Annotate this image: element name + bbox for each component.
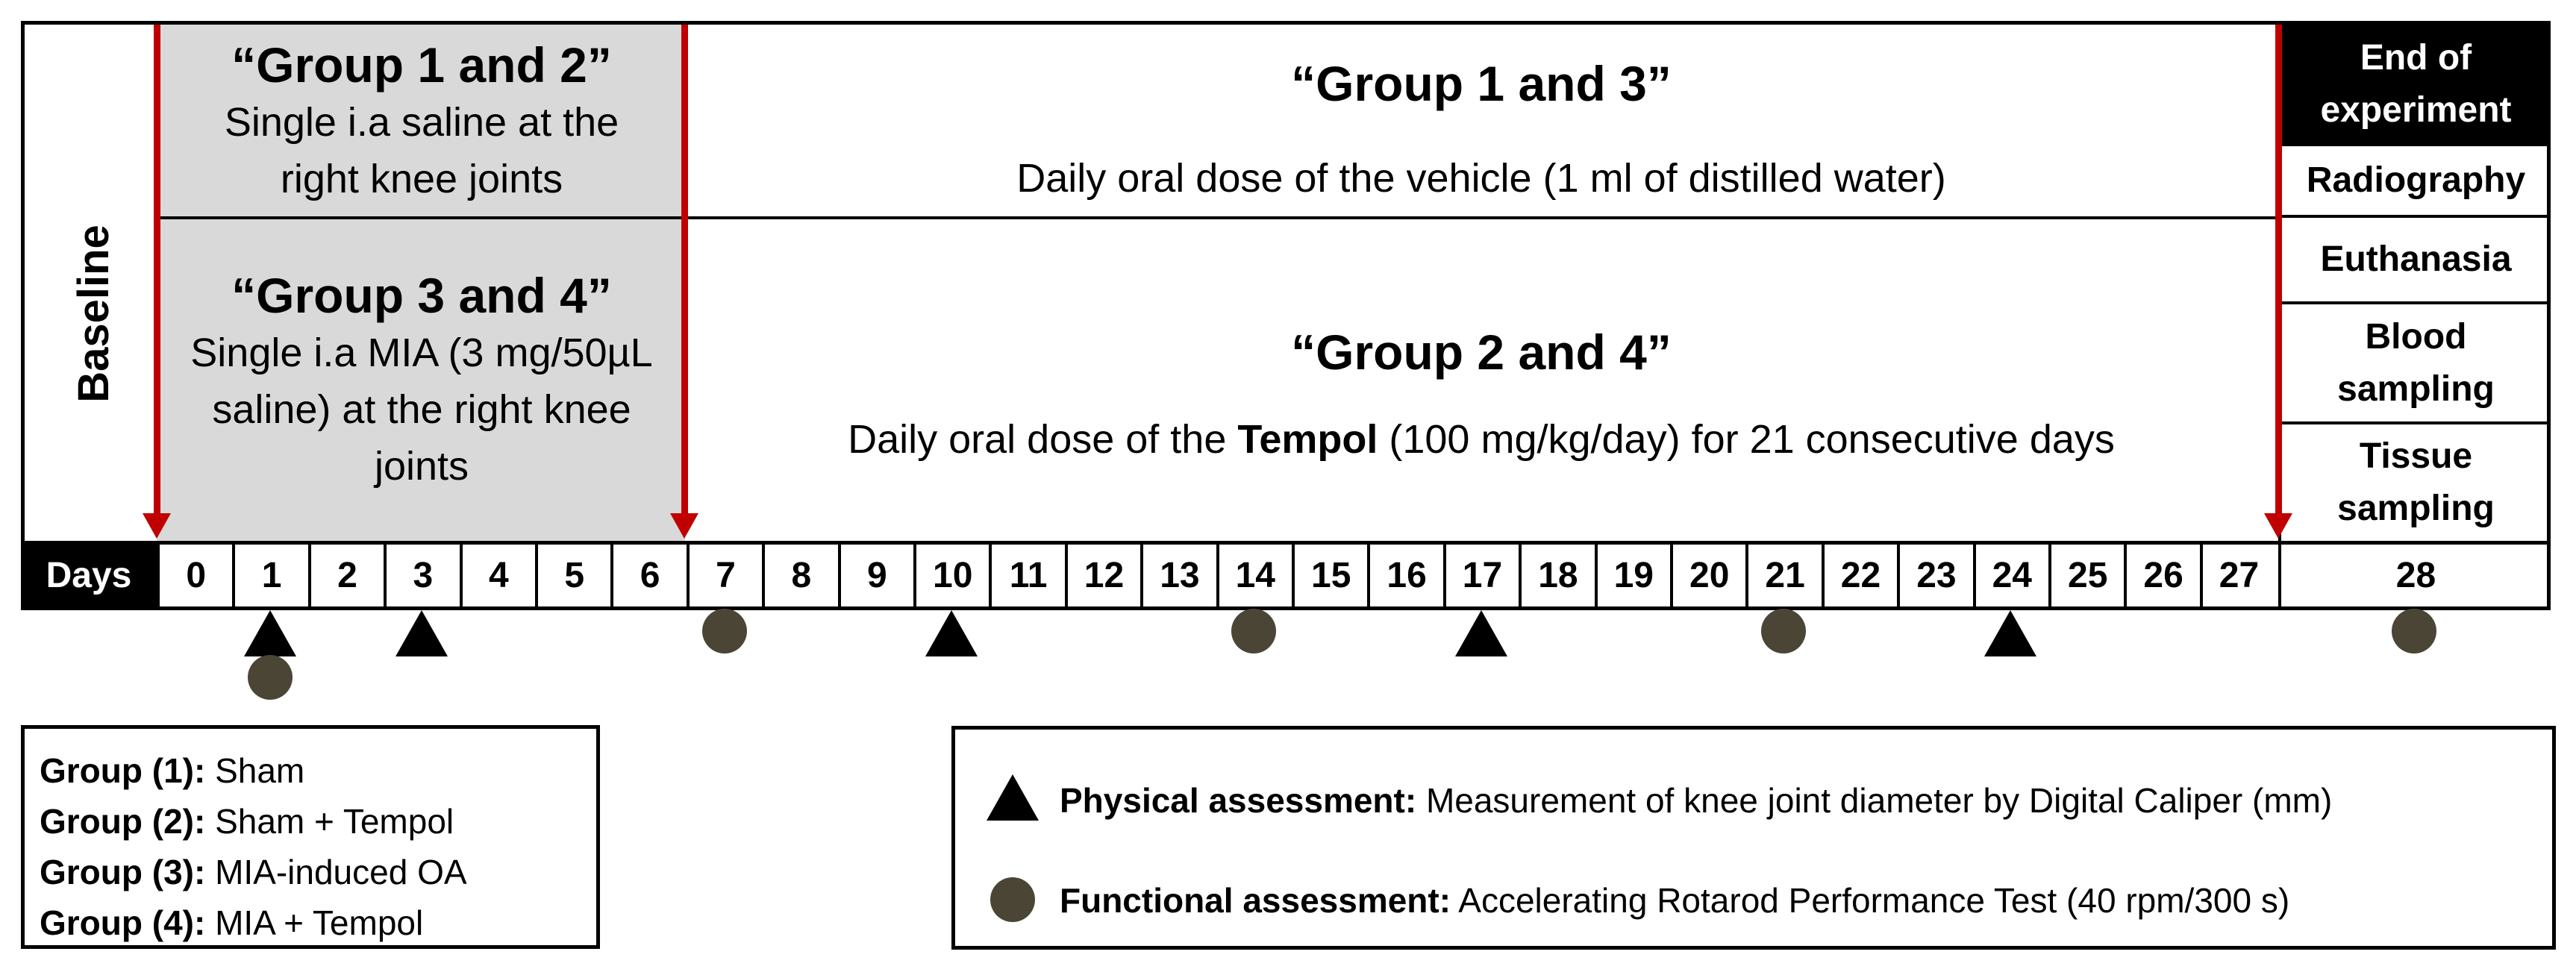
end-step-tissue-sampling: [2281, 424, 2551, 541]
functional-assessment-label: Functional assessment:: [1060, 881, 1451, 920]
physical-assessment-legend: [1060, 780, 2332, 821]
group12-text: Single i.a saline at the right knee joints: [224, 99, 619, 201]
physical-assessment-text: Measurement of knee joint diameter by Digital Caliper (mm): [1416, 781, 2333, 820]
group34-title: “Group 3 and 4”: [231, 268, 612, 323]
day-cell: 23: [1897, 541, 1972, 610]
group24-text-bold: Tempol: [1237, 417, 1378, 462]
group-legend-item: [40, 897, 581, 948]
day-cell: 3: [384, 541, 459, 610]
group-legend-value: Sham + Tempol: [205, 802, 454, 841]
group12-block: [164, 30, 679, 213]
baseline-label: [45, 157, 142, 470]
end-step-radiography: [2281, 146, 2551, 215]
group13-text: Daily oral dose of the vehicle (1 ml of distilled water): [1016, 156, 1946, 201]
groups-legend: [21, 725, 600, 949]
day-cell: 20: [1670, 541, 1745, 610]
day-cell: 2: [308, 541, 384, 610]
end-step-label: Euthanasia: [2320, 239, 2512, 279]
functional-assessment-legend: [1060, 880, 2289, 921]
group12-title: “Group 1 and 2”: [231, 37, 612, 93]
physical-assessment-triangle-icon: [1984, 610, 2036, 656]
group-legend-value: Sham: [205, 751, 305, 790]
day-cell: 4: [460, 541, 535, 610]
group-divider: [157, 216, 2278, 219]
functional-assessment-circle-icon: [248, 655, 293, 700]
physical-assessment-triangle-icon: [1455, 610, 1507, 656]
end-of-experiment-title: End of experiment: [2320, 37, 2512, 130]
group13-block: [690, 45, 2272, 216]
functional-assessment-circle-icon: [1761, 609, 1806, 653]
group34-text: Single i.a MIA (3 mg/50µL saline) at the right knee joints: [190, 330, 653, 489]
day-cell: 28: [2278, 541, 2551, 610]
functional-assessment-text: Accelerating Rotarod Performance Test (40 rpm/300 s): [1451, 881, 2290, 920]
baseline-text: Baseline: [69, 224, 118, 403]
end-step-blood-sampling: [2281, 304, 2551, 421]
day-cell: 21: [1745, 541, 1821, 610]
day-cell: 22: [1822, 541, 1897, 610]
group24-title: “Group 2 and 4”: [1291, 325, 1672, 380]
group-legend-item: [40, 796, 581, 847]
day-cell: 12: [1065, 541, 1140, 610]
functional-assessment-circle-icon: [702, 609, 747, 653]
day-cell: 0: [157, 541, 232, 610]
triangle-icon: [987, 774, 1039, 821]
day-cell: 10: [913, 541, 989, 610]
end-step-label: Radiography: [2306, 160, 2526, 200]
group24-block: [690, 306, 2272, 485]
day-cell: 19: [1595, 541, 1670, 610]
group-legend-label: Group (1):: [40, 751, 206, 790]
end-step-label: Blood sampling: [2337, 316, 2495, 409]
physical-assessment-triangle-icon: [244, 610, 296, 656]
start-arrow-line: [154, 25, 160, 517]
assessment-legend: [951, 726, 2556, 950]
days-label: Days: [21, 541, 157, 610]
end-of-experiment-header: [2281, 25, 2551, 143]
day-cell: 24: [1973, 541, 2048, 610]
circle-icon: [990, 877, 1035, 922]
day-cell: 16: [1367, 541, 1442, 610]
group-legend-value: MIA-induced OA: [205, 853, 467, 891]
group-legend-label: Group (3):: [40, 853, 206, 891]
group-legend-item: [40, 745, 581, 796]
treatment-arrow-line: [681, 25, 688, 517]
day-cell: 8: [762, 541, 837, 610]
end-arrow-line: [2275, 25, 2282, 517]
day-cell: 26: [2124, 541, 2199, 610]
group-legend-label: Group (2):: [40, 802, 206, 841]
group34-block: [164, 257, 679, 504]
group24-text: [848, 411, 2115, 468]
day-cell: 18: [1519, 541, 1594, 610]
group24-text-after: (100 mg/kg/day) for 21 consecutive days: [1378, 417, 2115, 462]
end-step-euthanasia: [2281, 218, 2551, 301]
day-cell: 25: [2048, 541, 2124, 610]
day-cell: 13: [1140, 541, 1216, 610]
day-cell: 1: [232, 541, 307, 610]
functional-assessment-circle-icon: [1231, 609, 1276, 653]
functional-assessment-circle-icon: [2392, 609, 2436, 653]
day-cell: 17: [1443, 541, 1519, 610]
end-arrow-head: [2264, 513, 2292, 539]
start-arrow-head: [143, 513, 171, 539]
day-cell: 14: [1216, 541, 1292, 610]
day-cell: 7: [687, 541, 762, 610]
group24-text-before: Daily oral dose of the: [848, 417, 1238, 462]
day-cell: 9: [838, 541, 913, 610]
day-cell: 11: [989, 541, 1064, 610]
group-legend-label: Group (4):: [40, 903, 206, 942]
day-cell: 15: [1292, 541, 1367, 610]
group-legend-item: [40, 847, 581, 897]
physical-assessment-triangle-icon: [925, 610, 978, 656]
physical-assessment-triangle-icon: [396, 610, 448, 656]
group-legend-value: MIA + Tempol: [205, 903, 424, 942]
treatment-arrow-head: [670, 513, 698, 539]
end-step-label: Tissue sampling: [2337, 436, 2495, 528]
day-cell: 5: [535, 541, 610, 610]
group13-title: “Group 1 and 3”: [1291, 56, 1672, 111]
physical-assessment-label: Physical assessment:: [1060, 781, 1417, 820]
day-cell: 6: [610, 541, 686, 610]
day-cell: 27: [2200, 541, 2275, 610]
